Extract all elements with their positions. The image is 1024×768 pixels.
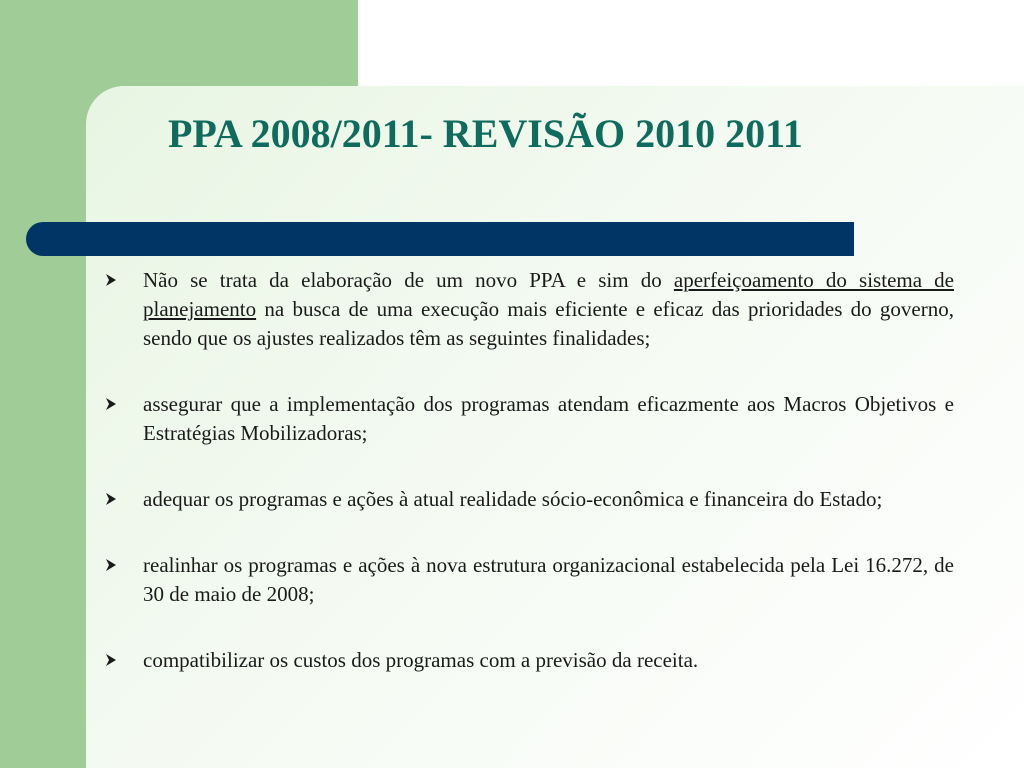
bullet-text-end: na busca de uma execução mais eficiente e eficaz das prioridades do governo, sendo que os ajustes realizados têm as seguintes finalidades; [143, 297, 954, 350]
bullet-text: assegurar que a implementação dos programas atendam eficazmente aos Macros Objetivos e Estratégias Mobilizadoras; [143, 392, 954, 445]
bullet-item [104, 390, 954, 448]
arrowhead-bullet-icon [104, 653, 118, 667]
bullet-text-underlined: aperfeiçoamento do sistema de planejamento [143, 268, 954, 321]
arrowhead-bullet-icon [104, 273, 118, 287]
slide-title: PPA 2008/2011- REVISÃO 2010 2011 [168, 111, 803, 156]
bullet-list [104, 266, 954, 675]
arrowhead-bullet-icon [104, 397, 118, 411]
bullet-item [104, 551, 954, 609]
title-underline-bar [26, 222, 854, 256]
arrowhead-bullet-icon [104, 558, 118, 572]
bullet-item [104, 266, 954, 353]
bullet-text: compatibilizar os custos dos programas com a previsão da receita. [143, 648, 699, 672]
bullet-text: adequar os programas e ações à atual realidade sócio-econômica e financeira do Estado; [143, 487, 883, 511]
bullet-item [104, 485, 954, 514]
bullet-item [104, 646, 954, 675]
bullet-text: realinhar os programas e ações à nova estrutura organizacional estabelecida pela Lei 16.272, de 30 de maio de 2008; [143, 553, 954, 606]
arrowhead-bullet-icon [104, 492, 118, 506]
bullet-text-start: Não se trata da elaboração de um novo PPA e sim do [143, 268, 674, 292]
